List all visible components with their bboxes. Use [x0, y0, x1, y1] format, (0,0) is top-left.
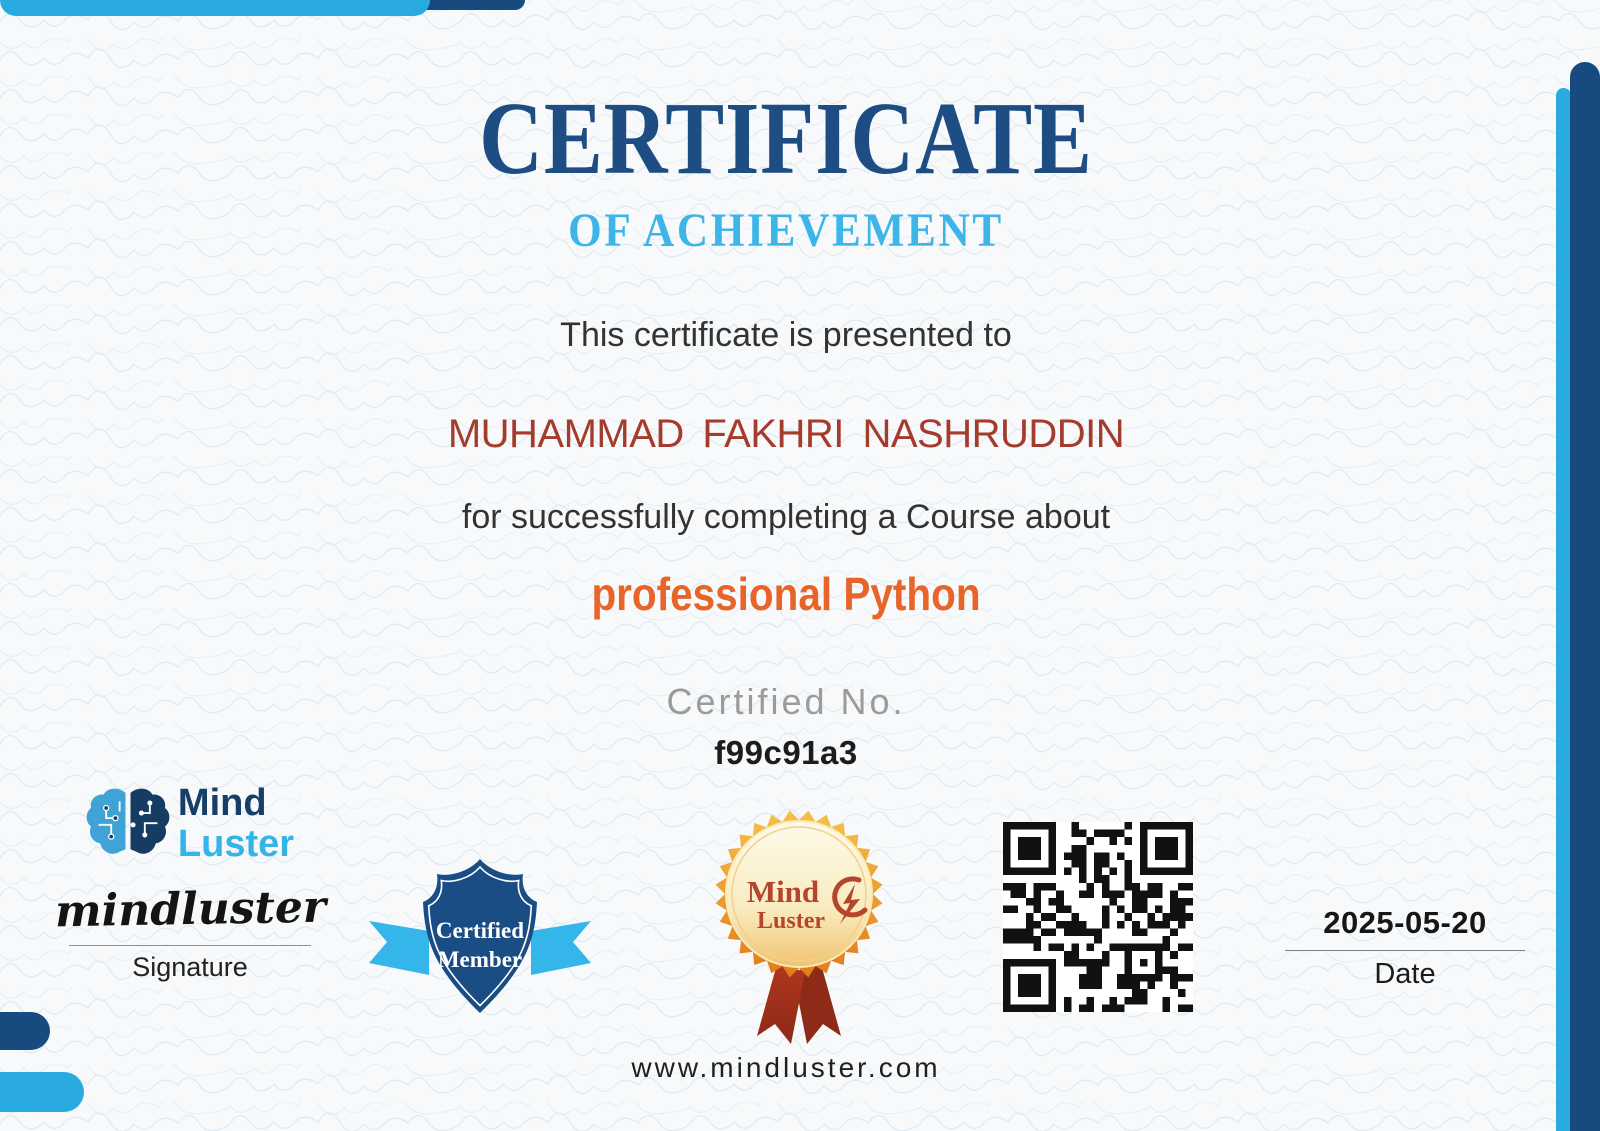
signature-handwriting: mindluster: [54, 881, 327, 938]
recipient-name: MUHAMMAD FAKHRI NASHRUDDIN: [447, 412, 1125, 456]
certificate-title: CERTIFICATE: [479, 81, 1093, 196]
brand-word-luster: Luster: [177, 823, 295, 865]
completion-line: for successfully completing a Course about: [461, 498, 1111, 536]
certified-no-label: Certified No.: [666, 681, 906, 722]
website-text: www.mindluster.com: [631, 1052, 941, 1083]
date-value: 2025-05-20: [1323, 905, 1487, 940]
seal-line2: Luster: [757, 908, 825, 934]
signature-label: Signature: [132, 952, 248, 982]
course-name: professional Python: [591, 568, 981, 620]
presented-line: This certificate is presented to: [560, 316, 1012, 354]
brand-logo-block: [55, 780, 325, 983]
bottom-left-navy-accent-bar: [0, 1012, 50, 1050]
date-block: [1285, 905, 1525, 991]
certified-member-badge-icon: [365, 845, 595, 1030]
mindluster-medal-seal-icon: [699, 806, 899, 1056]
certificate-subtitle: OF ACHIEVEMENT: [568, 204, 1004, 257]
badge-line2: Member: [437, 947, 523, 972]
badge-line1: Certified: [435, 918, 525, 943]
date-label: Date: [1374, 958, 1436, 990]
brand-word-mind: Mind: [177, 782, 267, 824]
seal-line1: Mind: [746, 874, 820, 909]
certified-no-value: f99c91a3: [714, 734, 858, 771]
date-line: [1285, 950, 1525, 951]
right-blue-accent-bar: [1556, 88, 1571, 1131]
signature-line: [69, 945, 311, 946]
qr-code: [1003, 822, 1193, 1012]
brain-circuit-icon: [86, 780, 170, 868]
top-blue-accent-bar: [0, 0, 430, 16]
medal-ribbon-left: [757, 964, 805, 1044]
right-navy-accent-bar: [1570, 62, 1600, 1131]
